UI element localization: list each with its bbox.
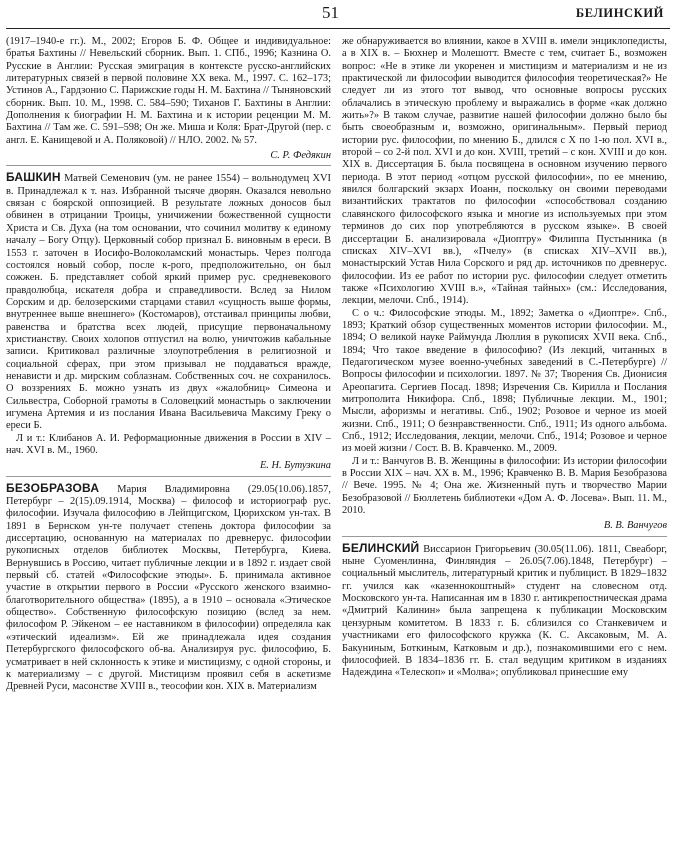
right-column	[342, 36, 667, 680]
author-signature: Е. Н. Бутузкина	[259, 460, 331, 472]
entry-divider	[342, 536, 667, 537]
literature-continuation: (1917–1940-е гг.). М., 2002; Егоров Б. Ф. Общее и индивидуальное: братья Бахтины // Невельский сборник. Вып. 1. СПб., 1996; Казнина О. Русские в Англии: Русская эмиграция в контексте русско-английских литературных связей в первой половине XX века. М., 1997. С. 162–173; Устинов А., Гардзонио С. Парижские годы Н. М. Бахтина // Тыняновский сборник. Вып. 10. М., 1998. С. 584–590; Тиханов Г. Бахтины в Англии: Дополнения к биографии Н. М. Бахтина и к истории реценции М. М. Бахтина // Там же. С. 591–598; Он же. Миша и Коля: Брат-Другой (пер. с англ. Е. Канищевой и А. Поляковой) // НЛО. 2002. № 57.	[6, 36, 331, 146]
entry-divider	[6, 476, 331, 477]
entry-text: Мария Владимировна (29.05(10.06).1857, Петербург – 2(15).09.1914, Москва) – философ и историограф рус. философии. Изучала философию в Лейпцигском, Цюрихском ун-тах. В 1891 в Бернском ун-те получает степень доктора философии за диссертацию, основанную на материалах по древнерус. философии рукописных отделов библиотек Москвы, Петербурга, Киева. Вернувшись в Россию, читает публичные лекции и в 1892 г. издает свой первый сб. статей «Философские этюды». Б. принимала активное участие в открытии первого в России «Русского женского взаимно-благотворительного общества» (1895), а в 1910 – основала «Этическое общество». Собственную философскую позицию (вслед за нем. философом Р. Эйкеном – ее наставником в философии) определяла как «этический идеализм». Ей же принадлежала идея создания Петербургского философского об-ва. Анализируя рус. философию, Б. усматривает в ней склонность к этике и мистицизму, с одной стороны, и к материализму – с другой. Мистицизм проявил себя в аскетизме Древней Руси, масонстве XVIII в., теософии кон. XIX в. Материализм	[6, 483, 331, 693]
running-head: БЕЛИНСКИЙ	[575, 6, 664, 20]
entry-works: С о ч.: Философские этюды. М., 1892; Заметка о «Диоптре». Спб., 1893; Краткий обзор существенных моментов истории философии. М., 1894; О великой науке Раймунда Люллия в рукописях XVII века. Спб., 1894; Что такое введение в философию? (Из лекций, читанных в Педагогическом музее военно-учебных заведений в С.-Петербурге) // Вопросы философии и психологии. 1897. № 37; Творения Св. Дионисия Ареопагита. Сергиев Посад. 1898; Изречения Св. Кирилла и Послания митрополита Никифора. Спб., 1898; Публичные лекции. М., 1901; Мысли, афоризмы и негативы. Спб., 1902; Розовое и черное из моей жизни. Спб., 1911; О безнравственности. Спб., 1911; Из одного альбома. Спб., 1912; Исследования, лекции, мелочи. Спб., 1914; Розовое и черное из моей жизни / Сост. В. В. Кравченко. М., 2009.	[342, 307, 667, 455]
entry-text: Матвей Семенович (ум. не ранее 1554) – вольнодумец XVI в. Принадлежал к т. наз. Избранной тысяче дворян. Оказался невольно связан с боярской оппозицией. В результате ложных доносов был обвинен в отрицании Троицы, уничижении божественной сущности Христа и Св. Духа (на том основании, что сочинил молитву к единому началу – Богу Отцу). Церковный собор признал Б. виновным в ереси. В 1553 г. заточен в Иосифо-Волоколамский монастырь. Через полгода состоялся новый собор, после к-рого, предположительно, он был сожжен. Б. представляет собой яркий пример рус. средневекового правдолюбца, искателя добра и справедливости. Вслед за Нилом Сорским и др. белозерскими старцами ставил «сущность выше формы, внутреннее выше внешнего» (Костомаров), отстаивал принципы любви, равенства и братства всех людей, присущие первоначальному христианству. Своих холопов отпустил на волю, уничтожив кабальные записи. Критиковал различные злоупотребления в религиозной и социальной сферах, при этом призывал не поддаваться вражде, ненависти и др. мирским соблазнам. Собственных соч. не сохранилось. О воззрениях Б. можно узнать из двух «жалобниц» Симеона и Сильвестра, Соборной грамоты в Соловецкий монастырь о заключении игумена Артемия и из послания Ивана Васильевича Максиму Греку о ереси Б.	[6, 173, 331, 432]
entry-headword: БЕЗОБРАЗОВА	[6, 480, 100, 495]
entry-text: Виссарион Григорьевич (30.05(11.06). 1811, Свеаборг, ныне Суоменлинна, Финляндия – 26.05(7.06).1848, Петербург) – социальный мыслитель, литературный критик и публицист. В 1829–1832 гг. учился как «казеннокоштный» студент на словесном отд. Московского ун-та. Написанная им в 1830 г. антикрепостническая драма «Дмитрий Калинин» была запрещена к публикации Московским цензурным комитетом. В 1833 г. Б. сблизился со Станкевичем и участниками его философского кружка (К. С. Аксаковым, М. А. Бакуниным, Боткиным, Катковым и др.), познакомившими его с нем. философией. В 1834–1836 гг. Б. стал ведущим критиком в изданиях Надеждина «Телескоп» и «Молва»; опубликовал принесшие ему	[342, 543, 667, 679]
entry-literature: Л и т.: Ванчугов В. В. Женщины в философии: Из истории философии в России XIX – нач. XX в. М., 1996; Кравченко В. В. Мария Безобразова // Вече. 1995. № 4; Она же. Жизненный путь и творчество Марии Безобразовой // Бюллетень библиотеки «Дом А. Ф. Лосева». Вып. 11. М., 2010.	[342, 455, 667, 517]
page-number: 51	[322, 3, 339, 22]
left-column	[6, 36, 331, 694]
entry-continuation: же обнаруживается во влиянии, какое в XVIII в. имели энциклопедисты, а в XIX в. – Бюхнер и Молешотт. Вместе с тем, считает Б., возможен вопрос: «Не в этике ли укоренен и мистицизм и материализм и не из практической ли философии выводится философия теоретическая?» Не следует ли из этого тот вывод, что основные вопросы русских облачались в этическую проблему и выражались в форме «как должно жить»?» В таком случае, развитие нашей философии должно было бы быть своеобразным и, возможно, оригинальным». Первый период истории рус. философии, по мнению Б., длился с X по 1-ю пол. XVI в., второй – со 2-й пол. XVI и до кон. XVIII, третий – с кон. XVIII и до кон. XIX в. Диссертация Б. была посвящена в основном изучению первого периода. В этот период «отцом русской философии», по ее мнению, явился болгарский экзарх Иоанн, поскольку он своими переводами византийских трактатов по философии «способствовал созданию славянского философского языка и многие из используемых при этом терминов до сих пор употребляются в русском языке». В своей диссертации Б. анализировала «Диоптру» Филиппа Пустынника (в списках XIV–XVI вв.), «Пчелу» (в списках XIV–XVII вв.), монастырский Устав Нила Сорского и ряд др. источников по древнерус. философии. Из ее работ по истории рус. философии следует отметить также «Психологию XVIII в.», «Тайная тайных» (см.: Исследования, лекции, мелочи. Спб., 1914).	[342, 36, 667, 307]
entry-body	[6, 482, 331, 694]
page-header	[0, 0, 676, 30]
entry-body	[342, 542, 667, 680]
entry-literature: Л и т.: Клибанов А. И. Реформационные движения в России в XIV – нач. XVI в. М., 1960.	[6, 432, 331, 456]
entry-headword: БАШКИН	[6, 170, 61, 185]
entry-headword: БЕЛИНСКИЙ	[342, 540, 420, 555]
entry-divider	[6, 165, 331, 166]
entry-belinsky	[342, 542, 667, 680]
entry-body	[6, 171, 331, 432]
author-signature: В. В. Ванчугов	[603, 520, 667, 532]
author-signature: С. Р. Федякин	[270, 150, 331, 162]
header-rule	[6, 28, 670, 29]
entry-bashkin	[6, 171, 331, 472]
entry-bezobrazova	[6, 482, 331, 694]
